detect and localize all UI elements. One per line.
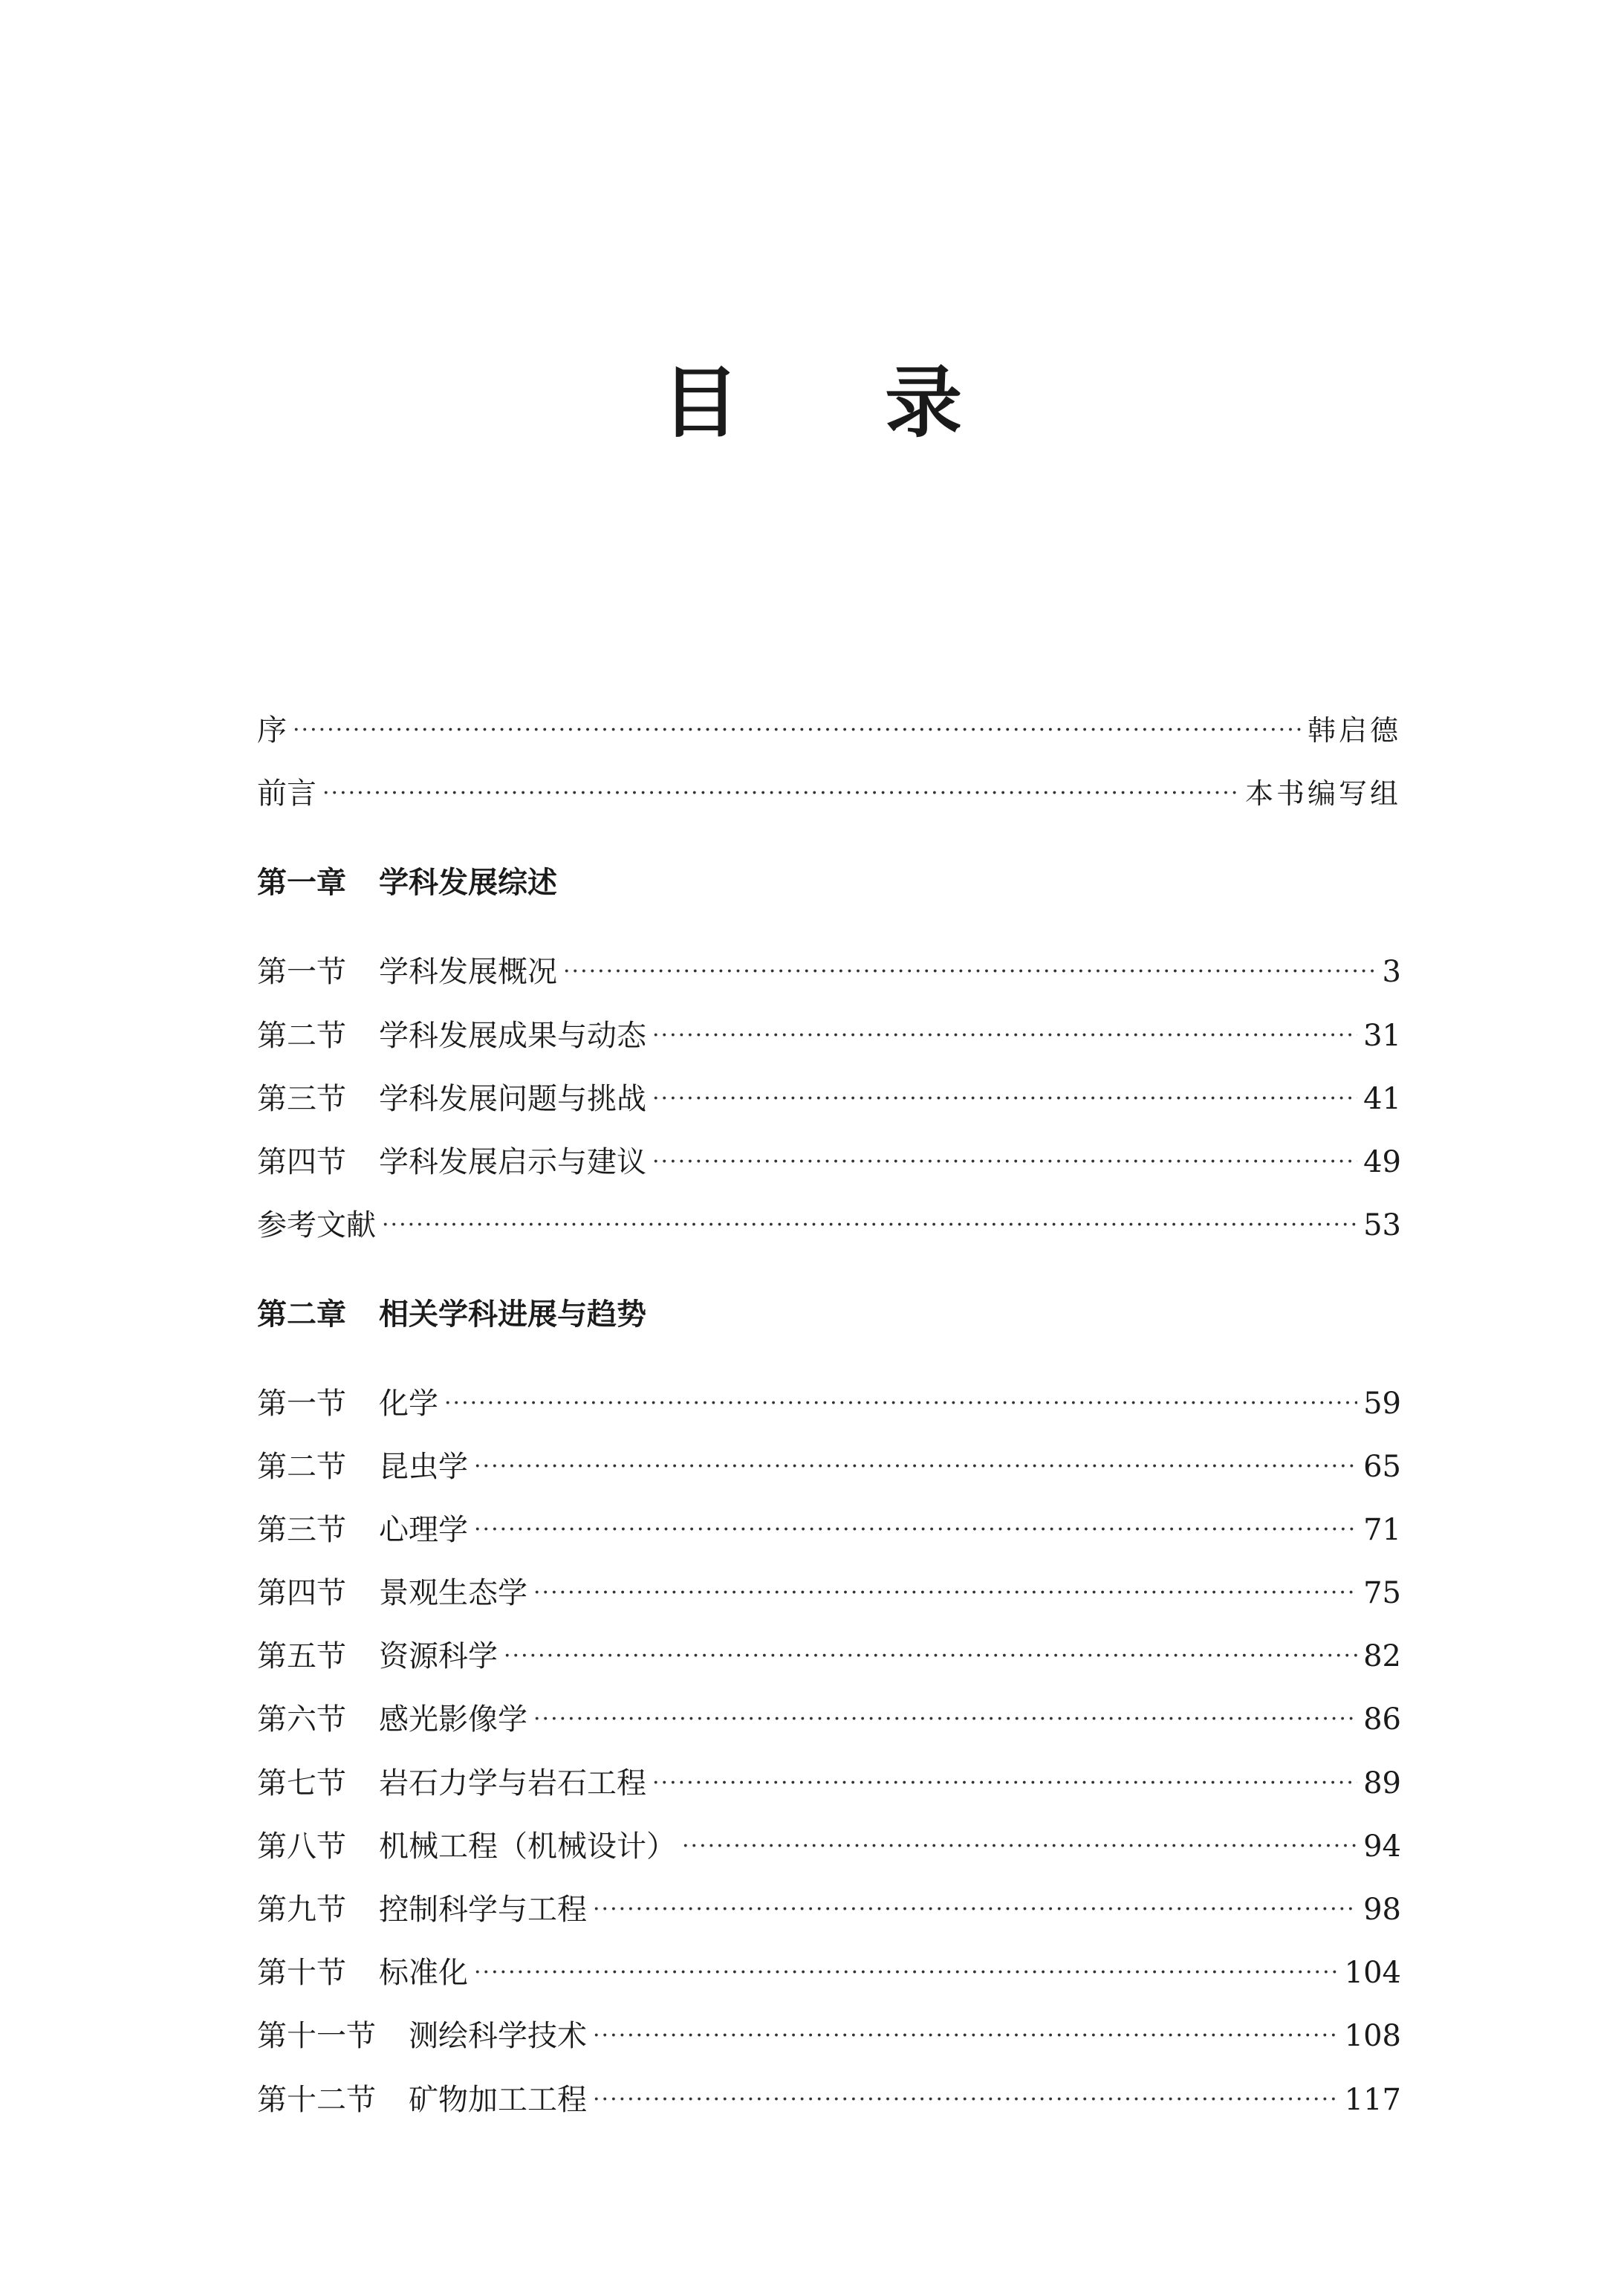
dot-leader (682, 1835, 1357, 1858)
section-number: 第四节 (257, 1576, 346, 1610)
section-title: 学科发展问题与挑战 (379, 1082, 646, 1116)
dot-leader (533, 1708, 1357, 1731)
page-number: 98 (1363, 1893, 1401, 1927)
dot-leader (382, 1214, 1357, 1236)
dot-leader (474, 1519, 1357, 1541)
toc-entry-author: 韩启德 (1307, 714, 1401, 747)
dot-leader (652, 1772, 1357, 1795)
section-number: 第一节 (257, 1387, 346, 1421)
toc-entry[interactable] (257, 2021, 1401, 2051)
section-number: 第五节 (257, 1639, 346, 1673)
page-number: 59 (1363, 1387, 1401, 1421)
dot-leader (593, 2025, 1339, 2047)
toc-entry[interactable] (257, 1389, 1401, 1419)
page-number: 31 (1363, 1019, 1401, 1053)
section-number: 第二节 (257, 1019, 346, 1053)
dot-leader (593, 2089, 1339, 2111)
chapter-heading-2[interactable] (257, 1297, 646, 1332)
section-title: 景观生态学 (379, 1576, 527, 1610)
section-number: 第十一节 (257, 2019, 376, 2053)
toc-entry-preface[interactable] (257, 713, 1401, 748)
section-number: 第七节 (257, 1766, 346, 1800)
toc-entry-references[interactable] (257, 1210, 1401, 1240)
page-number: 53 (1363, 1208, 1401, 1242)
page-number: 41 (1363, 1082, 1401, 1116)
page-number: 86 (1363, 1702, 1401, 1737)
dot-leader (652, 1151, 1357, 1173)
toc-entry[interactable] (257, 1084, 1401, 1114)
section-number: 第一节 (257, 955, 346, 989)
page-number: 49 (1363, 1145, 1401, 1179)
page-number: 65 (1363, 1450, 1401, 1484)
section-number: 第四节 (257, 1145, 346, 1179)
toc-entry[interactable] (257, 1766, 1401, 1800)
page-number: 82 (1363, 1639, 1401, 1673)
toc-entry-foreword[interactable] (257, 777, 1401, 811)
toc-entry[interactable] (257, 1641, 1401, 1671)
section-title: 机械工程（机械设计） (379, 1829, 676, 1864)
section-number: 第三节 (257, 1513, 346, 1547)
section-title: 学科发展启示与建议 (379, 1145, 646, 1179)
page-number: 117 (1344, 2083, 1401, 2117)
section-title: 学科发展成果与动态 (379, 1019, 646, 1053)
section-title: 心理学 (379, 1513, 468, 1547)
page-number: 104 (1344, 1956, 1401, 1990)
toc-entry-label: 前言 (257, 777, 316, 811)
toc-entry-author: 本书编写组 (1244, 777, 1401, 810)
chapter-number: 第一章 (257, 865, 346, 900)
toc-entry[interactable] (257, 2085, 1401, 2115)
toc-entry[interactable] (257, 1147, 1401, 1177)
toc-entry[interactable] (257, 1895, 1401, 1925)
page-number: 108 (1344, 2019, 1401, 2053)
section-title: 昆虫学 (379, 1450, 468, 1484)
section-title: 标准化 (379, 1956, 468, 1990)
chapter-title: 相关学科进展与趋势 (379, 1297, 646, 1332)
page-number: 89 (1363, 1766, 1401, 1800)
section-number: 第六节 (257, 1702, 346, 1737)
section-number: 第三节 (257, 1082, 346, 1116)
section-title: 控制科学与工程 (379, 1893, 587, 1927)
section-title: 参考文献 (257, 1208, 376, 1242)
dot-leader (322, 782, 1239, 805)
toc-entry[interactable] (257, 957, 1401, 987)
section-title: 测绘科学技术 (409, 2019, 587, 2053)
section-title: 岩石力学与岩石工程 (379, 1766, 646, 1800)
section-number: 第十二节 (257, 2083, 376, 2117)
chapter-heading-1[interactable] (257, 865, 557, 900)
section-title: 矿物加工工程 (409, 2083, 587, 2117)
section-title: 资源科学 (379, 1639, 498, 1673)
dot-leader (504, 1645, 1357, 1667)
chapter-title: 学科发展综述 (379, 865, 557, 900)
section-number: 第九节 (257, 1893, 346, 1927)
dot-leader (474, 1456, 1357, 1478)
chapter-number: 第二章 (257, 1297, 346, 1332)
toc-entry[interactable] (257, 1452, 1401, 1482)
section-number: 第十节 (257, 1956, 346, 1990)
toc-entry[interactable] (257, 1515, 1401, 1545)
dot-leader (563, 961, 1377, 983)
dot-leader (293, 719, 1302, 742)
page-number: 3 (1382, 955, 1401, 989)
toc-entry-label: 序 (257, 713, 287, 748)
dot-leader (652, 1025, 1357, 1047)
page-number: 94 (1363, 1829, 1401, 1864)
section-number: 第二节 (257, 1450, 346, 1484)
page-title: 目 录 (661, 357, 1022, 448)
dot-leader (533, 1582, 1357, 1604)
toc-entry[interactable] (257, 1958, 1401, 1988)
page-number: 71 (1363, 1513, 1401, 1547)
toc-entry[interactable] (257, 1829, 1401, 1864)
toc-entry[interactable] (257, 1021, 1401, 1051)
dot-leader (593, 1899, 1357, 1921)
dot-leader (474, 1962, 1339, 1984)
page-number: 75 (1363, 1576, 1401, 1610)
section-title: 学科发展概况 (379, 955, 557, 989)
toc-entry[interactable] (257, 1702, 1401, 1737)
dot-leader (652, 1088, 1357, 1110)
section-number: 第八节 (257, 1829, 346, 1864)
toc-entry[interactable] (257, 1578, 1401, 1608)
dot-leader (444, 1393, 1357, 1415)
section-title: 感光影像学 (379, 1702, 527, 1737)
section-title: 化学 (379, 1387, 438, 1421)
